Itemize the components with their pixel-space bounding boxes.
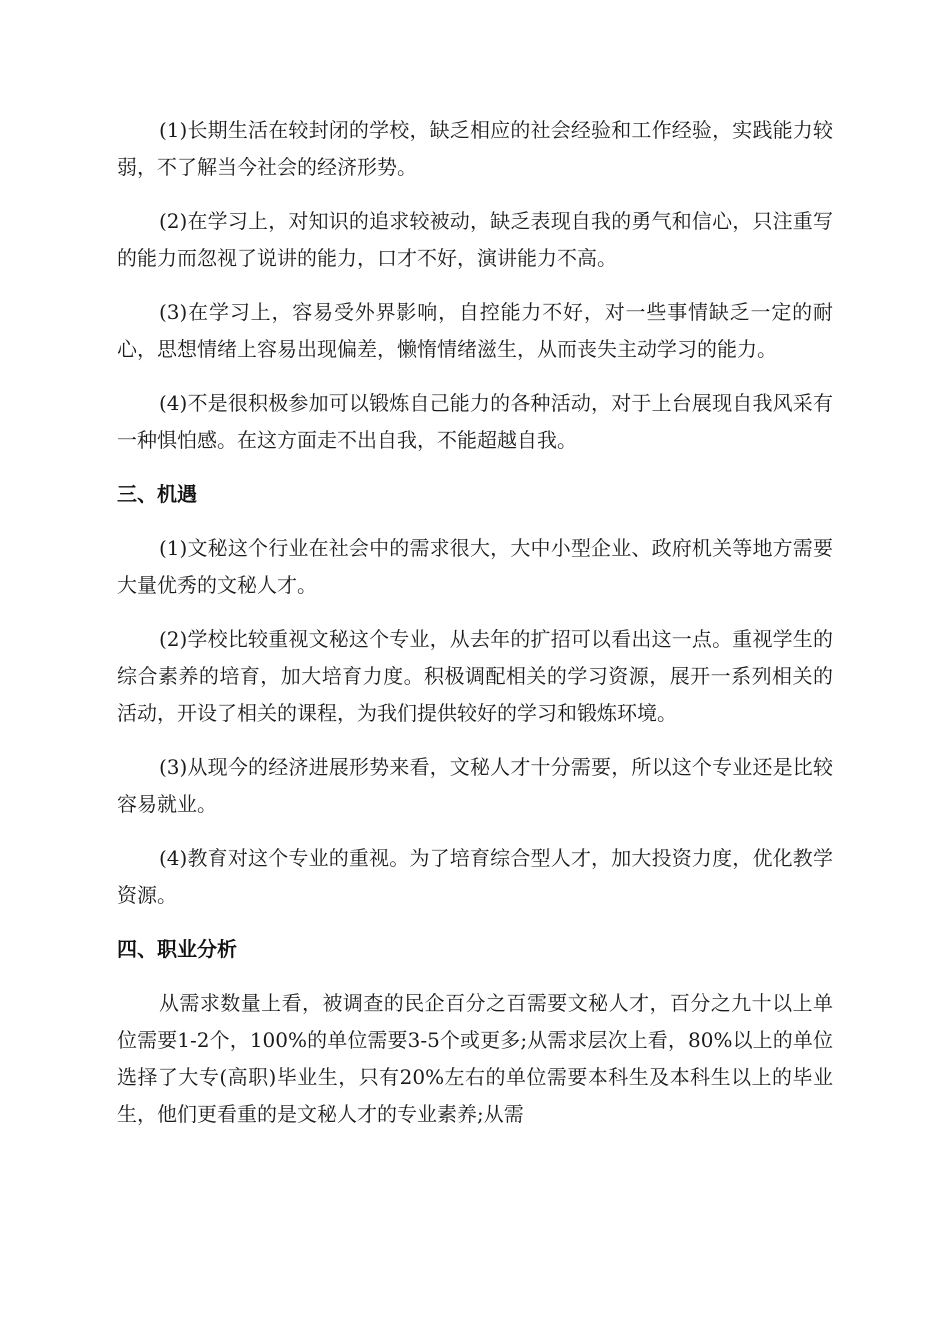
- weakness-item-1: (1)长期生活在较封闭的学校，缺乏相应的社会经验和工作经验，实践能力较弱，不了解当今社会的经济形势。: [117, 118, 833, 179]
- section-heading-career-analysis: 四、职业分析: [117, 937, 237, 961]
- document-body: [117, 112, 833, 1150]
- career-analysis-paragraph: 从需求数量上看，被调查的民企百分之百需要文秘人才，百分之九十以上单位需要1-2个，100%的单位需要3-5个或更多;从需求层次上看，80%以上的单位选择了大专(高职)毕业生，只有20%左右的单位需要本科生及本科生以上的毕业生，他们更看重的是文秘人才的专业素养;从需: [117, 991, 833, 1126]
- opportunity-item-3: (3)从现今的经济进展形势来看，文秘人才十分需要，所以这个专业还是比较容易就业。: [117, 755, 833, 816]
- opportunity-item-1: (1)文秘这个行业在社会中的需求很大，大中小型企业、政府机关等地方需要大量优秀的文秘人才。: [117, 536, 833, 597]
- opportunity-item-4: (4)教育对这个专业的重视。为了培育综合型人才，加大投资力度，优化教学资源。: [117, 846, 833, 907]
- weakness-item-3: (3)在学习上，容易受外界影响，自控能力不好，对一些事情缺乏一定的耐心，思想情绪上容易出现偏差，懒惰情绪滋生，从而丧失主动学习的能力。: [117, 300, 833, 361]
- weakness-item-4: (4)不是很积极参加可以锻炼自己能力的各种活动，对于上台展现自我风采有一种惧怕感。在这方面走不出自我，不能超越自我。: [117, 391, 833, 452]
- weakness-item-2: (2)在学习上，对知识的追求较被动，缺乏表现自我的勇气和信心，只注重写的能力而忽视了说讲的能力，口才不好，演讲能力不高。: [117, 209, 833, 270]
- section-heading-opportunities: 三、机遇: [117, 482, 197, 506]
- opportunity-item-2: (2)学校比较重视文秘这个专业，从去年的扩招可以看出这一点。重视学生的综合素养的培育，加大培育力度。积极调配相关的学习资源，展开一系列相关的活动，开设了相关的课程，为我们提供较好的学习和锻炼环境。: [117, 627, 833, 725]
